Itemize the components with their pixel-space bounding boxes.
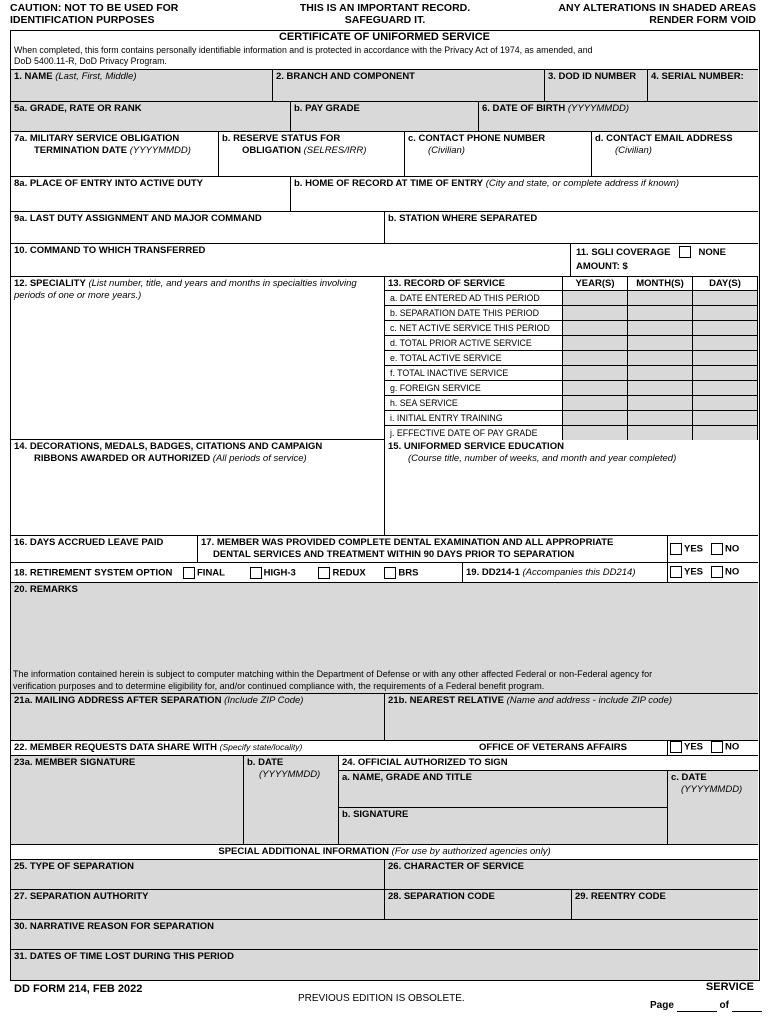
computer-matching-notice: The information contained herein is subject to computer matching within the Department of Defense or with any other affected Federal or non-Federal agency for verification purposes and to determine eligibility for, and/or continued compliance with, the requirements of a Federal benefit program. (13, 669, 653, 691)
field-16-leave-paid[interactable]: 16. DAYS ACCRUED LEAVE PAID (11, 536, 198, 563)
dental-yes-checkbox[interactable] (670, 543, 682, 555)
record-value-cell[interactable] (563, 381, 628, 396)
retirement-redux-checkbox[interactable] (318, 567, 330, 579)
record-value-cell[interactable] (563, 411, 628, 426)
record-value-cell[interactable] (693, 411, 758, 426)
alterations-notice: ANY ALTERATIONS IN SHADED AREAS RENDER FORM VOID (558, 2, 756, 26)
field-25-type-of-separation[interactable]: 25. TYPE OF SEPARATION (11, 860, 385, 890)
field-18-retirement: 18. RETIREMENT SYSTEM OPTION FINAL HIGH-3 REDUX BRS (11, 563, 463, 583)
data-share-options: YES NO (668, 741, 758, 756)
field-10-command-transferred[interactable]: 10. COMMAND TO WHICH TRANSFERRED (11, 244, 571, 277)
retirement-brs-checkbox[interactable] (384, 567, 396, 579)
record-row-label: e. TOTAL ACTIVE SERVICE (385, 351, 563, 366)
field-17-dental: 17. MEMBER WAS PROVIDED COMPLETE DENTAL EXAMINATION AND ALL APPROPRIATE DENTAL SERVICES AND TREATMENT WITHIN 90 DAYS PRIOR TO SEPARATION (198, 536, 668, 563)
field-7d-email[interactable]: d. CONTACT EMAIL ADDRESS (Civilian) (592, 132, 758, 177)
record-of-service-title: 13. RECORD OF SERVICE (385, 277, 563, 291)
record-value-cell[interactable] (693, 336, 758, 351)
field-12-speciality[interactable]: 12. SPECIALITY (List number, title, and years and months in specialties involving periods of one or more years.) (11, 277, 385, 440)
data-share-no-checkbox[interactable] (711, 741, 723, 753)
field-11-sgli[interactable]: 11. SGLI COVERAGE NONE AMOUNT: $ (571, 244, 758, 277)
field-24-official: 24. OFFICIAL AUTHORIZED TO SIGN (339, 756, 758, 771)
record-row-label: d. TOTAL PRIOR ACTIVE SERVICE (385, 336, 563, 351)
record-row-label: h. SEA SERVICE (385, 396, 563, 411)
field-30-narrative-reason[interactable]: 30. NARRATIVE REASON FOR SEPARATION (11, 920, 758, 950)
record-value-cell[interactable] (563, 366, 628, 381)
record-column-header: DAY(S) (693, 277, 758, 291)
field-26-character-of-service[interactable]: 26. CHARACTER OF SERVICE (385, 860, 758, 890)
record-value-cell[interactable] (693, 321, 758, 336)
record-row-label: g. FOREIGN SERVICE (385, 381, 563, 396)
field-24b-signature[interactable]: b. SIGNATURE (339, 808, 668, 845)
field-7a-obligation-date[interactable]: 7a. MILITARY SERVICE OBLIGATION TERMINATION DATE (YYYYMMDD) (11, 132, 219, 177)
field-9b-station[interactable]: b. STATION WHERE SEPARATED (385, 212, 758, 244)
copy-designation: SERVICE (705, 981, 754, 993)
field-5a-grade[interactable]: 5a. GRADE, RATE OR RANK (11, 102, 291, 132)
record-row-label: f. TOTAL INACTIVE SERVICE (385, 366, 563, 381)
record-row-label: j. EFFECTIVE DATE OF PAY GRADE (385, 426, 563, 441)
record-value-cell[interactable] (628, 351, 693, 366)
field-19-dd214-1: 19. DD214-1 (Accompanies this DD214) (463, 563, 668, 583)
retirement-final-checkbox[interactable] (183, 567, 195, 579)
record-row-label: c. NET ACTIVE SERVICE THIS PERIOD (385, 321, 563, 336)
field-21a-mailing-address[interactable]: 21a. MAILING ADDRESS AFTER SEPARATION (Include ZIP Code) (11, 694, 385, 741)
field-8a-place-of-entry[interactable]: 8a. PLACE OF ENTRY INTO ACTIVE DUTY (11, 177, 291, 212)
record-value-cell[interactable] (563, 396, 628, 411)
special-info-header: SPECIAL ADDITIONAL INFORMATION (For use by authorized agencies only) (11, 845, 758, 860)
form-title: CERTIFICATE OF UNIFORMED SERVICE (11, 31, 758, 44)
field-31-time-lost[interactable]: 31. DATES OF TIME LOST DURING THIS PERIOD (11, 950, 758, 980)
record-value-cell[interactable] (628, 411, 693, 426)
dd214-1-options: YES NO (668, 563, 758, 583)
record-row-label: b. SEPARATION DATE THIS PERIOD (385, 306, 563, 321)
record-value-cell[interactable] (628, 336, 693, 351)
field-1-name[interactable]: 1. NAME (Last, First, Middle) (11, 70, 273, 102)
field-8b-home-of-record[interactable]: b. HOME OF RECORD AT TIME OF ENTRY (City and state, or complete address if known) (291, 177, 758, 212)
record-value-cell[interactable] (628, 366, 693, 381)
important-record-notice: THIS IS AN IMPORTANT RECORD. SAFEGUARD IT. (299, 2, 471, 26)
field-22-data-share[interactable]: 22. MEMBER REQUESTS DATA SHARE WITH (Specify state/locality) (11, 741, 668, 756)
field-9a-last-duty[interactable]: 9a. LAST DUTY ASSIGNMENT AND MAJOR COMMAND (11, 212, 385, 244)
field-6-dob[interactable]: 6. DATE OF BIRTH (YYYYMMDD) (479, 102, 758, 132)
field-7b-reserve-status[interactable]: b. RESERVE STATUS FOR OBLIGATION (SELRES/IRR) (219, 132, 405, 177)
record-value-cell[interactable] (563, 291, 628, 306)
record-value-cell[interactable] (628, 291, 693, 306)
record-value-cell[interactable] (693, 381, 758, 396)
record-column-header: MONTH(S) (628, 277, 693, 291)
record-value-cell[interactable] (628, 396, 693, 411)
record-value-cell[interactable] (693, 351, 758, 366)
record-value-cell[interactable] (628, 306, 693, 321)
record-value-cell[interactable] (628, 381, 693, 396)
dd214-1-yes-checkbox[interactable] (670, 566, 682, 578)
field-24c-date[interactable]: c. DATE (YYYYMMDD) (668, 771, 758, 845)
field-13-record-of-service (385, 277, 758, 440)
page-total-field[interactable] (732, 1000, 762, 1012)
field-21b-nearest-relative[interactable]: 21b. NEAREST RELATIVE (Name and address - include ZIP code) (385, 694, 758, 741)
record-column-header: YEAR(S) (563, 277, 628, 291)
field-20-remarks[interactable]: 20. REMARKS (11, 583, 758, 694)
record-row-label: a. DATE ENTERED AD THIS PERIOD (385, 291, 563, 306)
dental-options: YES NO (668, 536, 758, 563)
field-7c-phone[interactable]: c. CONTACT PHONE NUMBER (Civilian) (405, 132, 592, 177)
page-current-field[interactable] (677, 1000, 717, 1012)
record-value-cell[interactable] (693, 291, 758, 306)
field-29-reentry-code[interactable]: 29. REENTRY CODE (572, 890, 758, 920)
dd214-1-no-checkbox[interactable] (711, 566, 723, 578)
record-value-cell[interactable] (563, 351, 628, 366)
retirement-high3-checkbox[interactable] (250, 567, 262, 579)
form-id: DD FORM 214, FEB 2022 (14, 983, 143, 995)
field-4-serial[interactable]: 4. SERIAL NUMBER: (648, 70, 758, 102)
record-value-cell[interactable] (628, 321, 693, 336)
field-23a-member-signature[interactable]: 23a. MEMBER SIGNATURE (11, 756, 244, 845)
record-value-cell[interactable] (628, 426, 693, 441)
record-value-cell[interactable] (693, 426, 758, 441)
field-15-education[interactable]: 15. UNIFORMED SERVICE EDUCATION (Course title, number of weeks, and month and year completed) (385, 440, 758, 536)
sgli-none-checkbox[interactable] (679, 246, 691, 258)
caution-notice: CAUTION: NOT TO BE USED FOR IDENTIFICATION PURPOSES (10, 2, 179, 26)
record-value-cell[interactable] (693, 366, 758, 381)
field-23b-date[interactable]: b. DATE (YYYYMMDD) (244, 756, 339, 845)
field-24a-name-grade-title[interactable]: a. NAME, GRADE AND TITLE (339, 771, 668, 808)
field-3-dod-id[interactable]: 3. DOD ID NUMBER (545, 70, 648, 102)
page-number: Page of (650, 1000, 762, 1012)
privacy-notice: When completed, this form contains personally identifiable information and is protected in accordance with the Privacy Act of 1974, as amended, and DoD 5400.11-R, DoD Privacy Program. (11, 44, 758, 70)
field-28-separation-code[interactable]: 28. SEPARATION CODE (385, 890, 572, 920)
data-share-yes-checkbox[interactable] (670, 741, 682, 753)
field-27-separation-authority[interactable]: 27. SEPARATION AUTHORITY (11, 890, 385, 920)
field-2-branch[interactable]: 2. BRANCH AND COMPONENT (273, 70, 545, 102)
field-14-decorations[interactable]: 14. DECORATIONS, MEDALS, BADGES, CITATIONS AND CAMPAIGN RIBBONS AWARDED OR AUTHORIZED (All periods of service) (11, 440, 385, 536)
record-value-cell[interactable] (563, 426, 628, 441)
record-row-label: i. INITIAL ENTRY TRAINING (385, 411, 563, 426)
dental-no-checkbox[interactable] (711, 543, 723, 555)
dd214-form (10, 30, 760, 981)
record-value-cell[interactable] (563, 306, 628, 321)
field-5b-pay-grade[interactable]: b. PAY GRADE (291, 102, 479, 132)
record-value-cell[interactable] (693, 306, 758, 321)
record-value-cell[interactable] (563, 321, 628, 336)
veterans-affairs-label: OFFICE OF VETERANS AFFAIRS (479, 742, 627, 753)
record-value-cell[interactable] (693, 396, 758, 411)
previous-edition-notice: PREVIOUS EDITION IS OBSOLETE. (298, 993, 465, 1004)
record-value-cell[interactable] (563, 336, 628, 351)
